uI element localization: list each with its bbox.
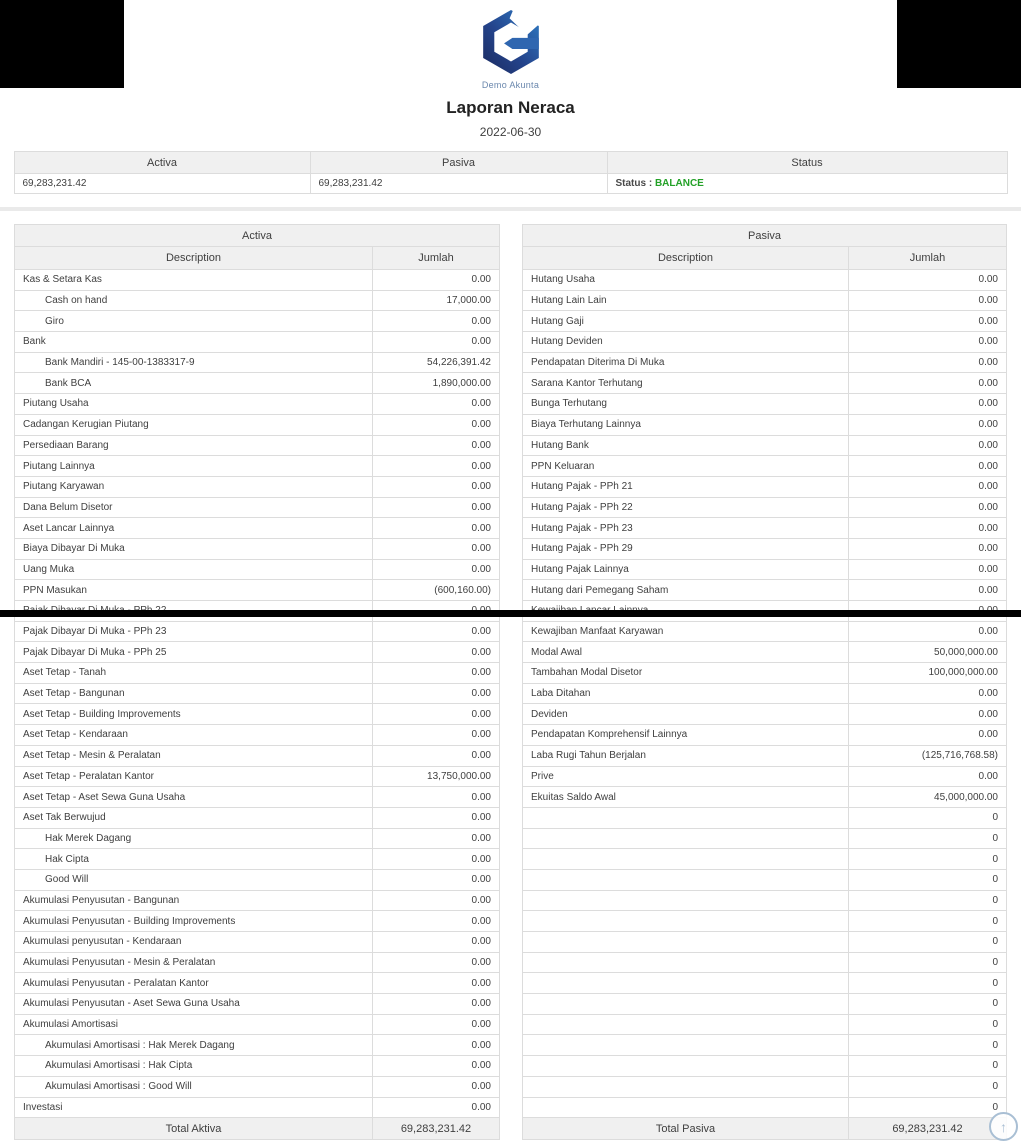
row-value: 0.00: [373, 518, 500, 539]
table-row: [523, 456, 1007, 477]
row-label: Akumulasi Penyusutan - Building Improvements: [15, 911, 373, 932]
row-label: [523, 1014, 849, 1035]
row-label: Hutang Lain Lain: [523, 290, 849, 311]
table-row: [523, 270, 1007, 291]
table-row: [523, 311, 1007, 332]
table-row: [523, 580, 1007, 601]
row-value: 0.00: [373, 828, 500, 849]
table-row: [523, 745, 1007, 766]
activa-total-row: [15, 1118, 500, 1140]
row-label: [523, 807, 849, 828]
row-label: Akumulasi Amortisasi : Hak Merek Dagang: [15, 1035, 373, 1056]
row-label: Aset Tetap - Peralatan Kantor: [15, 766, 373, 787]
row-label: Laba Ditahan: [523, 683, 849, 704]
row-value: 0: [849, 973, 1007, 994]
table-row: [523, 1014, 1007, 1035]
status-badge: BALANCE: [654, 178, 704, 189]
table-row: [523, 1056, 1007, 1077]
row-label: Hutang Pajak - PPh 21: [523, 476, 849, 497]
row-label: Aset Tak Berwujud: [15, 807, 373, 828]
row-label: Tambahan Modal Disetor: [523, 663, 849, 684]
pasiva-table-body: [523, 270, 1007, 1118]
row-label: Aset Tetap - Bangunan: [15, 683, 373, 704]
table-row: [15, 932, 500, 953]
table-row: [15, 683, 500, 704]
pasiva-table: [522, 224, 1007, 1140]
table-row: [523, 1076, 1007, 1097]
table-row: [523, 290, 1007, 311]
row-value: 0.00: [373, 994, 500, 1015]
row-value: 0.00: [849, 518, 1007, 539]
row-value: 0.00: [373, 952, 500, 973]
table-row: [523, 497, 1007, 518]
row-label: Hutang Pajak - PPh 23: [523, 518, 849, 539]
table-row: [15, 869, 500, 890]
table-row: [15, 663, 500, 684]
row-label: Pajak Dibayar Di Muka - PPh 25: [15, 642, 373, 663]
row-value: 0.00: [373, 1056, 500, 1077]
row-label: Prive: [523, 766, 849, 787]
row-value: 0.00: [373, 414, 500, 435]
table-row: [523, 849, 1007, 870]
row-label: Hutang Usaha: [523, 270, 849, 291]
activa-total-label: Total Aktiva: [15, 1118, 373, 1140]
row-label: [523, 973, 849, 994]
row-label: [523, 1035, 849, 1056]
row-value: 0.00: [849, 414, 1007, 435]
table-row: [523, 352, 1007, 373]
scroll-to-top-button[interactable]: [989, 1112, 1018, 1141]
row-label: Bank BCA: [15, 373, 373, 394]
row-value: 100,000,000.00: [849, 663, 1007, 684]
row-value: 0.00: [373, 538, 500, 559]
table-row: [15, 621, 500, 642]
report-header: [0, 0, 1021, 139]
summary-header-pasiva: Pasiva: [310, 152, 607, 174]
table-row: [523, 725, 1007, 746]
table-row: [15, 373, 500, 394]
table-row: [15, 642, 500, 663]
table-row: [15, 559, 500, 580]
table-row: [523, 787, 1007, 808]
row-label: [523, 911, 849, 932]
row-label: Akumulasi penyusutan - Kendaraan: [15, 932, 373, 953]
redaction-box-top-left: [0, 0, 124, 88]
row-label: Akumulasi Penyusutan - Peralatan Kantor: [15, 973, 373, 994]
row-label: Ekuitas Saldo Awal: [523, 787, 849, 808]
table-row: [15, 973, 500, 994]
brand-name: Demo Akunta: [481, 80, 540, 90]
table-row: [15, 1014, 500, 1035]
row-label: Pendapatan Komprehensif Lainnya: [523, 725, 849, 746]
row-value: 1,890,000.00: [373, 373, 500, 394]
row-label: Cadangan Kerugian Piutang: [15, 414, 373, 435]
row-value: 0.00: [849, 683, 1007, 704]
report-date: 2022-06-30: [479, 125, 542, 139]
activa-table-title: Activa: [15, 225, 500, 247]
table-row: [15, 352, 500, 373]
table-row: [523, 973, 1007, 994]
row-label: Bunga Terhutang: [523, 394, 849, 415]
row-value: 0.00: [373, 683, 500, 704]
row-label: Giro: [15, 311, 373, 332]
row-label: Laba Rugi Tahun Berjalan: [523, 745, 849, 766]
pasiva-total-row: [523, 1118, 1007, 1140]
table-row: [15, 538, 500, 559]
table-row: [523, 663, 1007, 684]
table-row: [523, 1097, 1007, 1118]
table-row: [523, 952, 1007, 973]
row-value: 0.00: [373, 476, 500, 497]
row-value: 0: [849, 1076, 1007, 1097]
table-row: [523, 435, 1007, 456]
table-row: [523, 332, 1007, 353]
row-value: 0.00: [373, 270, 500, 291]
row-value: 0.00: [849, 559, 1007, 580]
row-label: Modal Awal: [523, 642, 849, 663]
row-value: 0.00: [849, 725, 1007, 746]
row-label: [523, 932, 849, 953]
row-value: 0.00: [849, 352, 1007, 373]
row-value: 0: [849, 807, 1007, 828]
row-value: 0.00: [849, 394, 1007, 415]
table-row: [15, 787, 500, 808]
row-value: 50,000,000.00: [849, 642, 1007, 663]
table-row: [523, 414, 1007, 435]
row-value: 0.00: [849, 704, 1007, 725]
status-label: Status :: [615, 178, 653, 189]
row-value: 0: [849, 932, 1007, 953]
row-label: Akumulasi Amortisasi : Good Will: [15, 1076, 373, 1097]
row-label: Piutang Karyawan: [15, 476, 373, 497]
arrow-up-icon: ↑: [1000, 1118, 1007, 1135]
row-value: 0.00: [373, 849, 500, 870]
row-label: [523, 890, 849, 911]
row-label: Akumulasi Amortisasi: [15, 1014, 373, 1035]
table-row: [15, 807, 500, 828]
row-label: Akumulasi Penyusutan - Aset Sewa Guna Usaha: [15, 994, 373, 1015]
table-row: [15, 476, 500, 497]
pasiva-total-label: Total Pasiva: [523, 1118, 849, 1140]
row-value: 0.00: [373, 497, 500, 518]
row-value: 0: [849, 1097, 1007, 1118]
row-value: 0.00: [849, 435, 1007, 456]
row-value: 0.00: [373, 332, 500, 353]
row-value: 0: [849, 1014, 1007, 1035]
table-row: [15, 580, 500, 601]
row-value: 0.00: [373, 1076, 500, 1097]
row-value: 45,000,000.00: [849, 787, 1007, 808]
table-row: [523, 476, 1007, 497]
row-value: 0: [849, 994, 1007, 1015]
pasiva-column-header-jumlah: Jumlah: [849, 247, 1007, 270]
row-label: Persediaan Barang: [15, 435, 373, 456]
table-row: [15, 994, 500, 1015]
row-label: [523, 869, 849, 890]
table-row: [15, 1035, 500, 1056]
row-value: 0: [849, 869, 1007, 890]
row-label: [523, 1056, 849, 1077]
table-row: [523, 518, 1007, 539]
page-title: Laporan Neraca: [446, 98, 575, 117]
row-value: 0.00: [849, 332, 1007, 353]
table-row: [15, 725, 500, 746]
row-label: Aset Tetap - Aset Sewa Guna Usaha: [15, 787, 373, 808]
summary-status-cell: [607, 174, 1007, 194]
row-value: 0.00: [849, 476, 1007, 497]
pasiva-column-header-description: Description: [523, 247, 849, 270]
redaction-box-top-right: [897, 0, 1021, 88]
table-row: [523, 994, 1007, 1015]
row-value: 0.00: [849, 290, 1007, 311]
row-value: 0.00: [373, 559, 500, 580]
row-label: Cash on hand: [15, 290, 373, 311]
row-label: [523, 1076, 849, 1097]
row-label: Hutang Gaji: [523, 311, 849, 332]
row-label: Kas & Setara Kas: [15, 270, 373, 291]
table-row: [523, 704, 1007, 725]
row-value: 54,226,391.42: [373, 352, 500, 373]
row-label: Bank: [15, 332, 373, 353]
row-label: Biaya Terhutang Lainnya: [523, 414, 849, 435]
row-value: 0.00: [373, 704, 500, 725]
row-label: [523, 828, 849, 849]
row-value: 0: [849, 1056, 1007, 1077]
table-row: [523, 642, 1007, 663]
table-row: [523, 621, 1007, 642]
row-value: 0.00: [849, 538, 1007, 559]
row-label: Akumulasi Penyusutan - Bangunan: [15, 890, 373, 911]
row-label: Aset Tetap - Tanah: [15, 663, 373, 684]
table-row: [15, 1097, 500, 1118]
row-label: Uang Muka: [15, 559, 373, 580]
table-row: [523, 807, 1007, 828]
table-row: [15, 1056, 500, 1077]
table-row: [15, 911, 500, 932]
row-label: Kewajiban Manfaat Karyawan: [523, 621, 849, 642]
row-label: Hutang Pajak - PPh 29: [523, 538, 849, 559]
row-value: 0.00: [373, 621, 500, 642]
row-label: Good Will: [15, 869, 373, 890]
row-label: Dana Belum Disetor: [15, 497, 373, 518]
row-value: 0: [849, 890, 1007, 911]
row-label: Aset Tetap - Kendaraan: [15, 725, 373, 746]
table-row: [523, 911, 1007, 932]
row-label: [523, 994, 849, 1015]
table-row: [15, 435, 500, 456]
row-value: 0.00: [373, 663, 500, 684]
table-row: [15, 1076, 500, 1097]
row-value: 17,000.00: [373, 290, 500, 311]
row-value: 0.00: [373, 1014, 500, 1035]
row-value: 0.00: [849, 311, 1007, 332]
row-value: 0.00: [373, 973, 500, 994]
row-value: 0.00: [849, 270, 1007, 291]
table-row: [15, 745, 500, 766]
row-label: Hutang Pajak Lainnya: [523, 559, 849, 580]
table-row: [15, 414, 500, 435]
table-row: [523, 890, 1007, 911]
row-label: Deviden: [523, 704, 849, 725]
row-label: Pendapatan Diterima Di Muka: [523, 352, 849, 373]
row-value: 0.00: [849, 497, 1007, 518]
table-row: [15, 394, 500, 415]
row-label: Aset Tetap - Mesin & Peralatan: [15, 745, 373, 766]
row-label: Hak Cipta: [15, 849, 373, 870]
table-row: [15, 290, 500, 311]
summary-table: [14, 151, 1008, 194]
row-label: Akumulasi Penyusutan - Mesin & Peralatan: [15, 952, 373, 973]
row-label: Biaya Dibayar Di Muka: [15, 538, 373, 559]
summary-activa-value: 69,283,231.42: [14, 174, 310, 194]
table-row: [523, 538, 1007, 559]
summary-header-status: Status: [607, 152, 1007, 174]
row-value: 0: [849, 1035, 1007, 1056]
row-label: Hak Merek Dagang: [15, 828, 373, 849]
row-value: 0.00: [373, 807, 500, 828]
row-label: PPN Keluaran: [523, 456, 849, 477]
row-value: 0: [849, 911, 1007, 932]
row-value: 0.00: [849, 456, 1007, 477]
row-value: 0.00: [373, 456, 500, 477]
table-row: [523, 869, 1007, 890]
redaction-bar-middle: [0, 610, 1021, 617]
row-value: 0.00: [373, 932, 500, 953]
row-label: Bank Mandiri - 145-00-1383317-9: [15, 352, 373, 373]
table-row: [15, 456, 500, 477]
row-value: 0.00: [373, 1035, 500, 1056]
row-label: Hutang dari Pemegang Saham: [523, 580, 849, 601]
row-value: 0.00: [373, 435, 500, 456]
table-row: [15, 497, 500, 518]
row-label: Investasi: [15, 1097, 373, 1118]
table-row: [15, 828, 500, 849]
row-value: 0: [849, 952, 1007, 973]
row-label: Hutang Bank: [523, 435, 849, 456]
row-label: Aset Tetap - Building Improvements: [15, 704, 373, 725]
row-value: 0: [849, 849, 1007, 870]
row-value: (125,716,768.58): [849, 745, 1007, 766]
row-value: 0.00: [373, 642, 500, 663]
row-label: Hutang Pajak - PPh 22: [523, 497, 849, 518]
row-label: [523, 952, 849, 973]
table-row: [15, 704, 500, 725]
summary-pasiva-value: 69,283,231.42: [310, 174, 607, 194]
row-value: 0.00: [849, 373, 1007, 394]
row-value: 0.00: [373, 787, 500, 808]
activa-table: [14, 224, 500, 1140]
table-row: [523, 683, 1007, 704]
row-label: Akumulasi Amortisasi : Hak Cipta: [15, 1056, 373, 1077]
row-value: 0.00: [373, 725, 500, 746]
table-row: [15, 311, 500, 332]
table-row: [523, 932, 1007, 953]
table-row: [15, 766, 500, 787]
table-row: [523, 766, 1007, 787]
table-row: [523, 559, 1007, 580]
table-row: [523, 828, 1007, 849]
pasiva-total-value: 69,283,231.42: [849, 1118, 1007, 1140]
row-value: 0.00: [849, 621, 1007, 642]
table-row: [15, 849, 500, 870]
row-label: Hutang Deviden: [523, 332, 849, 353]
table-row: [523, 373, 1007, 394]
table-row: [15, 270, 500, 291]
row-value: 0.00: [373, 1097, 500, 1118]
row-value: 0.00: [373, 394, 500, 415]
row-value: 0.00: [373, 311, 500, 332]
row-value: 0.00: [849, 766, 1007, 787]
row-value: 13,750,000.00: [373, 766, 500, 787]
table-row: [15, 890, 500, 911]
row-label: [523, 849, 849, 870]
row-value: 0.00: [373, 869, 500, 890]
summary-header-activa: Activa: [14, 152, 310, 174]
row-label: PPN Masukan: [15, 580, 373, 601]
row-label: Sarana Kantor Terhutang: [523, 373, 849, 394]
row-label: Piutang Usaha: [15, 394, 373, 415]
activa-column-header-jumlah: Jumlah: [373, 247, 500, 270]
activa-total-value: 69,283,231.42: [373, 1118, 500, 1140]
activa-table-body: [15, 270, 500, 1118]
activa-column-header-description: Description: [15, 247, 373, 270]
row-value: 0.00: [373, 911, 500, 932]
row-value: 0: [849, 828, 1007, 849]
row-label: Aset Lancar Lainnya: [15, 518, 373, 539]
row-value: 0.00: [373, 890, 500, 911]
row-value: 0.00: [849, 580, 1007, 601]
pasiva-table-title: Pasiva: [523, 225, 1007, 247]
table-row: [523, 394, 1007, 415]
table-row: [15, 332, 500, 353]
table-row: [15, 518, 500, 539]
table-row: [15, 952, 500, 973]
row-label: Piutang Lainnya: [15, 456, 373, 477]
balance-sheet-tables: [14, 224, 1007, 1140]
row-value: (600,160.00): [373, 580, 500, 601]
row-label: Pajak Dibayar Di Muka - PPh 23: [15, 621, 373, 642]
row-label: [523, 1097, 849, 1118]
row-value: 0.00: [373, 745, 500, 766]
company-logo-icon: [476, 10, 546, 74]
table-row: [523, 1035, 1007, 1056]
section-divider: [0, 207, 1021, 211]
